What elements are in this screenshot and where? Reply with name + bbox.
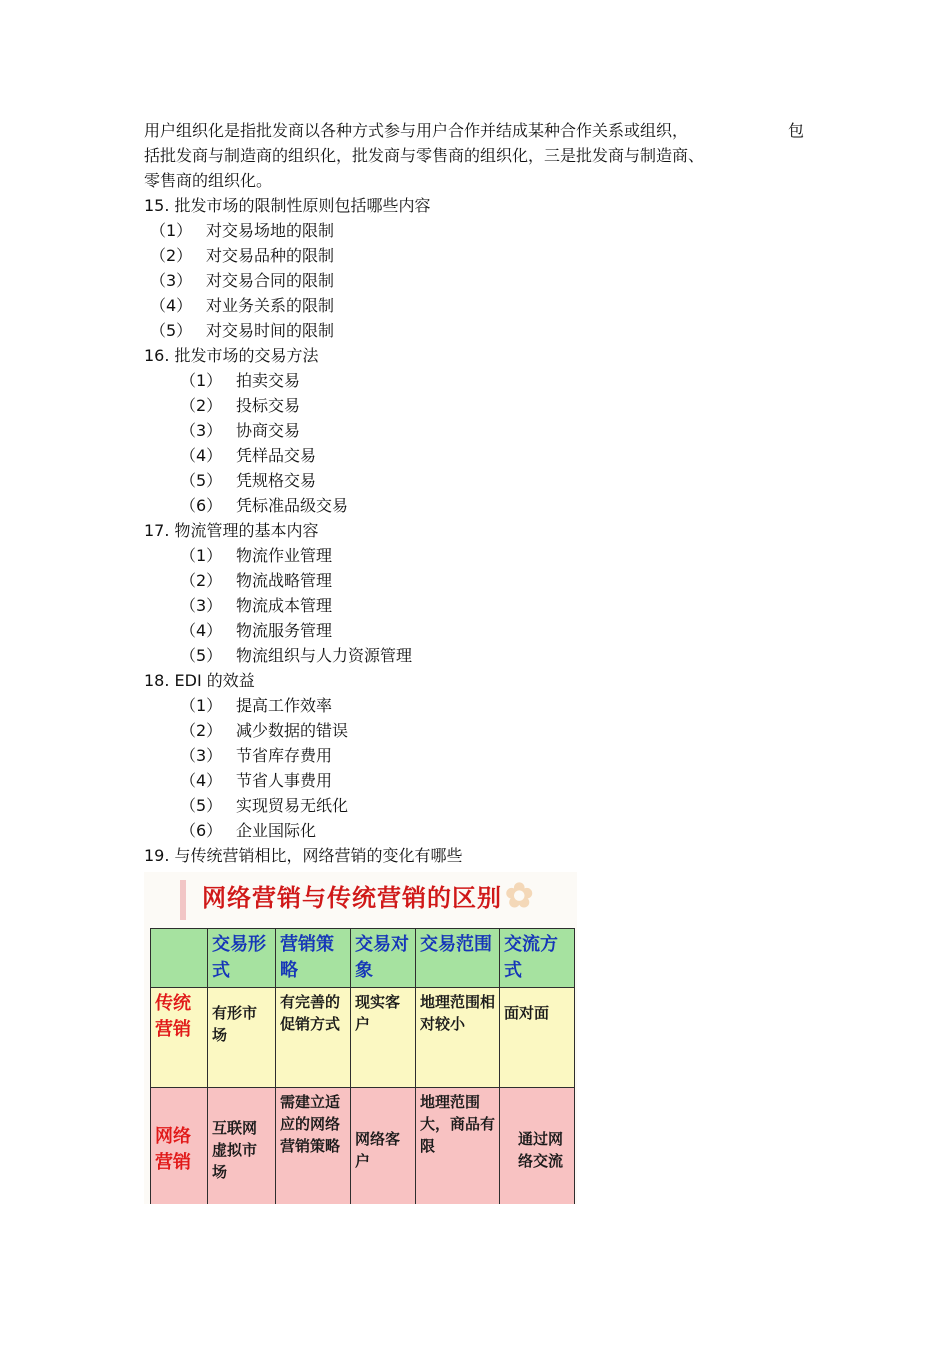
intro-line-1: 用户组织化是指批发商以各种方式参与用户合作并结成某种合作关系或组织，: [144, 121, 689, 140]
table-row: [151, 1088, 575, 1205]
section-17-title: 17. 物流管理的基本内容: [144, 521, 319, 540]
section-18-title: 18. EDI 的效益: [144, 671, 255, 690]
header-cell: 交易形式: [208, 929, 276, 988]
list-item: （2） 物流战略管理: [180, 571, 333, 590]
list-item: （5） 物流组织与人力资源管理: [180, 646, 413, 665]
intro-line-1-tail: 包: [787, 121, 804, 140]
list-item: （5） 凭规格交易: [180, 471, 317, 490]
list-item: （3） 节省库存费用: [180, 746, 333, 765]
list-item: （2） 减少数据的错误: [180, 721, 349, 740]
list-item: （5） 实现贸易无纸化: [180, 796, 349, 815]
table-row: [151, 988, 575, 1088]
table-cell: 有形市场: [208, 988, 276, 1088]
table-cell: 地理范围相对较小: [416, 988, 500, 1088]
banner-accent-bar: [180, 880, 186, 920]
list-item: （5） 对交易时间的限制: [150, 321, 335, 340]
row-label: 网络营销: [151, 1088, 208, 1205]
table-cell: 有完善的促销方式: [276, 988, 351, 1088]
section-19-title: 19. 与传统营销相比，网络营销的变化有哪些: [144, 846, 463, 865]
figure-banner: [144, 872, 577, 922]
header-cell: 交流方式: [500, 929, 575, 988]
table-cell: 互联网虚拟市场: [208, 1088, 276, 1205]
list-item: （3） 协商交易: [180, 421, 301, 440]
section-15-title: 15. 批发市场的限制性原则包括哪些内容: [144, 196, 431, 215]
header-cell: 交易对象: [351, 929, 416, 988]
list-item: （4） 凭样品交易: [180, 446, 317, 465]
table-cell: 需建立适应的网络营销策略: [276, 1088, 351, 1205]
row-label: 传统营销: [151, 988, 208, 1088]
header-cell: 营销策略: [276, 929, 351, 988]
list-item: （1） 拍卖交易: [180, 371, 301, 390]
list-item: （6） 企业国际化: [180, 821, 317, 840]
table-cell: 现实客户: [351, 988, 416, 1088]
list-item: （3） 物流成本管理: [180, 596, 333, 615]
list-item: （6） 凭标准品级交易: [180, 496, 349, 515]
list-item: （2） 对交易品种的限制: [150, 246, 335, 265]
list-item: （1） 对交易场地的限制: [150, 221, 335, 240]
comparison-figure: [144, 872, 577, 1204]
table-cell: 面对面: [500, 988, 575, 1088]
document-body: [144, 118, 824, 868]
header-cell: 交易范围: [416, 929, 500, 988]
table-cell: 网络客户: [351, 1088, 416, 1205]
table-cell: 通过网络交流: [500, 1088, 575, 1205]
comparison-table: [150, 928, 575, 1204]
list-item: （4） 节省人事费用: [180, 771, 333, 790]
list-item: （4） 对业务关系的限制: [150, 296, 335, 315]
list-item: （4） 物流服务管理: [180, 621, 333, 640]
intro-line-3: 零售商的组织化。: [144, 171, 273, 190]
table-header-row: [151, 929, 575, 988]
list-item: （3） 对交易合同的限制: [150, 271, 335, 290]
intro-line-2: 括批发商与制造商的组织化，批发商与零售商的组织化，三是批发商与制造商、: [144, 146, 705, 165]
figure-title: 网络营销与传统营销的区别: [202, 884, 502, 912]
header-cell: [151, 929, 208, 988]
list-item: （1） 物流作业管理: [180, 546, 333, 565]
intro-paragraph: [144, 118, 824, 193]
list-item: （1） 提高工作效率: [180, 696, 333, 715]
section-16-title: 16. 批发市场的交易方法: [144, 346, 319, 365]
watermark-decoration-icon: ✿: [505, 876, 534, 916]
table-cell: 地理范围大，商品有限: [416, 1088, 500, 1205]
list-item: （2） 投标交易: [180, 396, 301, 415]
